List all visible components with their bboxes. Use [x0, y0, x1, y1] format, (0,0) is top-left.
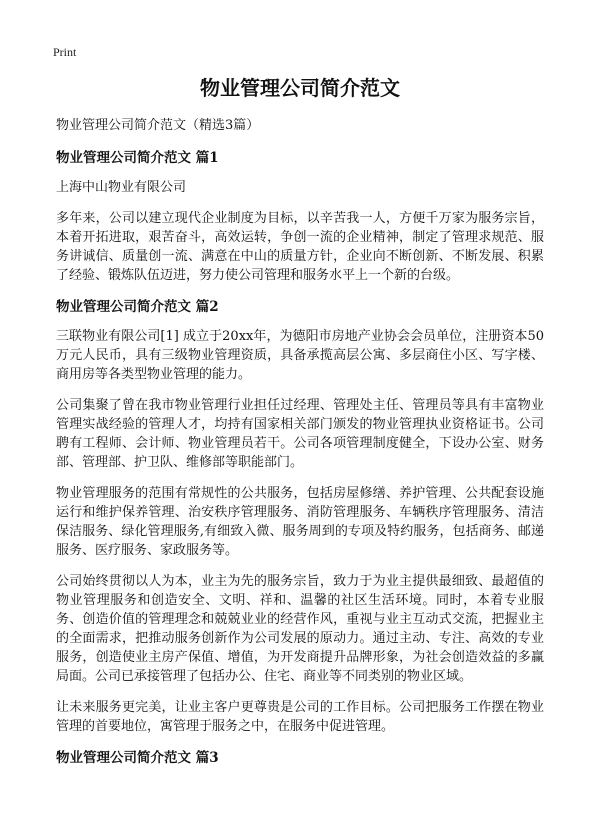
section-2	[56, 297, 544, 736]
document-subtitle: 物业管理公司简介范文（精选3篇）	[56, 118, 260, 133]
company-name: 上海中山物业有限公司	[56, 180, 187, 195]
document-title: 物业管理公司简介范文	[200, 76, 400, 100]
print-label: Print	[53, 45, 77, 59]
section-heading: 物业管理公司简介范文 篇3	[56, 750, 219, 766]
paragraph: 多年来，公司以建立现代企业制度为目标，以辛苦我一人，方便千万家为服务宗旨，本着开拓进取，艰苦奋斗，高效运转，争创一流的企业精神，制定了管理求规范、服务讲诚信、质量创一流、满意在中山的质量方针，企业向不断创新、不断发展、积累了经验、锻炼队伍迈进，努力使公司管理和服务水平上一个新的台级。	[56, 211, 544, 283]
paragraph: 公司集聚了曾在我市物业管理行业担任过经理、管理处主任、管理员等具有丰富物业管理实战经验的管理人才，均持有国家相关部门颁发的物业管理执业资格证书。公司聘有工程师、会计师、物业管理员若干。公司各项管理制度健全，下设办公室、财务部、管理部、护卫队、维修部等职能部门。	[56, 398, 544, 470]
paragraph: 三联物业有限公司[1] 成立于20xx年，为德阳市房地产业协会会员单位，注册资本50万元人民币，具有三级物业管理资质，具备承揽高层公寓、多层商住小区、写字楼、商用房等各类型物业管理的能力。	[56, 329, 544, 382]
section-3	[56, 748, 544, 768]
section-heading: 物业管理公司简介范文 篇2	[56, 299, 219, 315]
section-heading: 物业管理公司简介范文 篇1	[56, 150, 219, 166]
section-1	[56, 148, 544, 285]
paragraph: 让未来服务更完美，让业主客户更尊贵是公司的工作目标。公司把服务工作摆在物业管理的首要地位，寓管理于服务之中，在服务中促进管理。	[56, 700, 544, 734]
paragraph: 公司始终贯彻以人为本，业主为先的服务宗旨，致力于为业主提供最细致、最超值的物业管理服务和创造安全、文明、祥和、温馨的社区生活环境。同时，本着专业服务、创造价值的管理理念和兢兢业业的经营作风，重视与业主互动式交流，把握业主的全面需求，把推动服务创新作为公司发展的原动力。通过主动、专注、高效的专业服务，创造使业主房产保值、增值，为开发商提升品牌形象，为社会创造效益的多赢局面。公司已承接管理了包括办公、住宅、商业等不同类别的物业区域。	[56, 574, 544, 684]
paragraph: 物业管理服务的范围有常规性的公共服务，包括房屋修缮、养护管理、公共配套设施运行和维护保养管理、治安秩序管理服务、消防管理服务、车辆秩序管理服务、清洁保洁服务、绿化管理服务,有细致入微、服务周到的专项及特约服务，包括商务、邮递服务、医疗服务、家政服务等。	[56, 486, 544, 558]
